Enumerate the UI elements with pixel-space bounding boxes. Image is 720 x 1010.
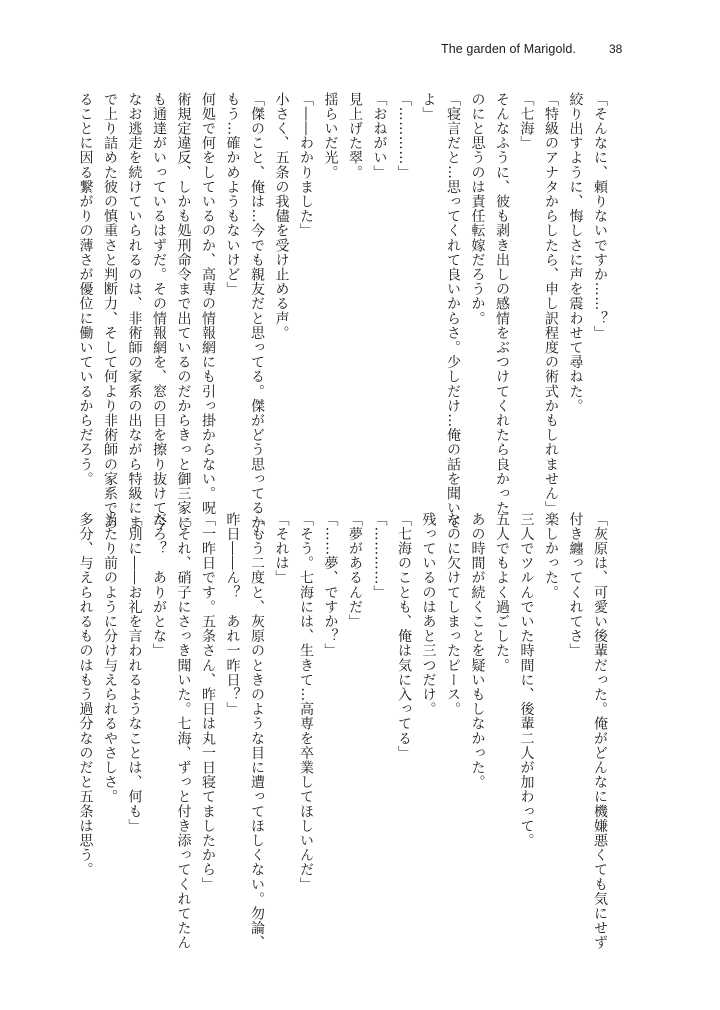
text-line: 楽しかった。 — [543, 512, 559, 600]
page-header — [0, 42, 720, 62]
upper-text-block — [77, 92, 612, 545]
text-line: 術規定違反、しかも処刑命令まで出ているのだからきっと御三家に — [175, 92, 192, 530]
text-line: 「おねがい」 — [371, 92, 388, 180]
text-line: も通達がいっているはずだ。その情報網を、窓の目を擦り抜けて今 — [151, 92, 167, 530]
text-line: 残っているのはあと三つだけ。 — [420, 512, 437, 717]
text-line: 「傑のこと、俺は…今でも親友だと思ってる。傑がどう思ってるか、 — [249, 92, 265, 545]
text-line: 「それ、硝子にさっき聞いた。七海、ずっと付き添ってくれてたん — [175, 512, 192, 950]
text-line: 小さく、五条の我儘を受け止める声。 — [273, 92, 290, 341]
text-line: 「夢があるんだ」 — [347, 512, 363, 629]
text-line: よ」 — [420, 92, 437, 122]
book-title: The garden of Marigold. — [441, 42, 577, 56]
text-line: 絞り出すように、悔しさに声を震わせて尋ねた。 — [567, 92, 584, 414]
text-line: 「別に――お礼を言われるようなことは、何も」 — [126, 512, 143, 834]
text-line: 「――わかりました」 — [298, 92, 314, 238]
text-line: ることに因る繋がりの薄さが優位に働いているからだろう。 — [77, 92, 94, 487]
text-line: で上り詰めた彼の慎重さと判断力、そして何より非術師の家系であ — [102, 92, 118, 530]
text-line: 「灰原は、可愛い後輩だった。俺がどんなに機嫌悪くても気にせず — [592, 512, 608, 950]
text-line: 「七海」 — [518, 92, 535, 151]
text-line: 五人でもよく過ごした。 — [494, 512, 510, 673]
text-line: 付き纏ってくれてさ」 — [567, 512, 584, 658]
text-line: 見上げた翠。 — [347, 92, 363, 180]
text-line: 「……夢、ですか？」 — [322, 512, 339, 658]
text-line: 三人でツルんでいた時間に、後輩二人が加わって。 — [518, 512, 535, 848]
text-line: なお逃走を続けていられるのは、非術師の家系の出ながら特級にま — [126, 92, 143, 530]
text-line: 「一昨日です。五条さん、昨日は丸一日寝てましたから」 — [200, 512, 216, 892]
text-line: そんなふうに、彼も剥き出しの感情をぶつけてくれたら良かった — [494, 92, 510, 516]
text-line: 「そう。七海には、生きて…高専を卒業してほしいんだ」 — [298, 512, 314, 892]
text-line: 「それは」 — [273, 512, 290, 585]
text-line: もう…確かめようもないけど」 — [224, 92, 241, 297]
lower-text-block — [77, 512, 612, 950]
text-line: 「七海のことも、俺は気に入ってる」 — [396, 512, 412, 761]
text-line: 何処で何をしているのか、高専の情報網にも引っ掛からない。呪 — [200, 92, 216, 516]
text-line: なのに欠けてしまったピース。 — [445, 512, 461, 717]
page-number: 38 — [609, 42, 623, 56]
text-line: 「特級のアナタからしたら、申し訳程度の術式かもしれません」 — [543, 92, 559, 516]
text-line: 揺らいだ光。 — [322, 92, 339, 180]
text-line: あの時間が続くことを疑いもしなかった。 — [469, 512, 486, 790]
text-line: 当たり前のように分け与えられるやさしさ。 — [102, 512, 118, 804]
text-line: のにと思うのは責任転嫁だろうか。 — [469, 92, 486, 326]
text-line: 「寝言だと…思ってくれて良いからさ。少しだけ…俺の話を聞いて — [445, 92, 461, 530]
text-line: 昨日――ん？ あれ一昨日？」 — [224, 512, 241, 717]
text-line: 「…………」 — [396, 92, 412, 180]
text-line: だろ？ ありがとな」 — [151, 512, 167, 658]
text-line: 「…………」 — [371, 512, 388, 600]
text-line: 多分、与えられるものはもう過分なのだと五条は思う。 — [77, 512, 94, 877]
text-line: 「そんなに、頼りないですか……？」 — [592, 92, 608, 341]
text-line: 「もう二度と、灰原のときのような目に遭ってほしくない。勿論、 — [249, 512, 265, 950]
